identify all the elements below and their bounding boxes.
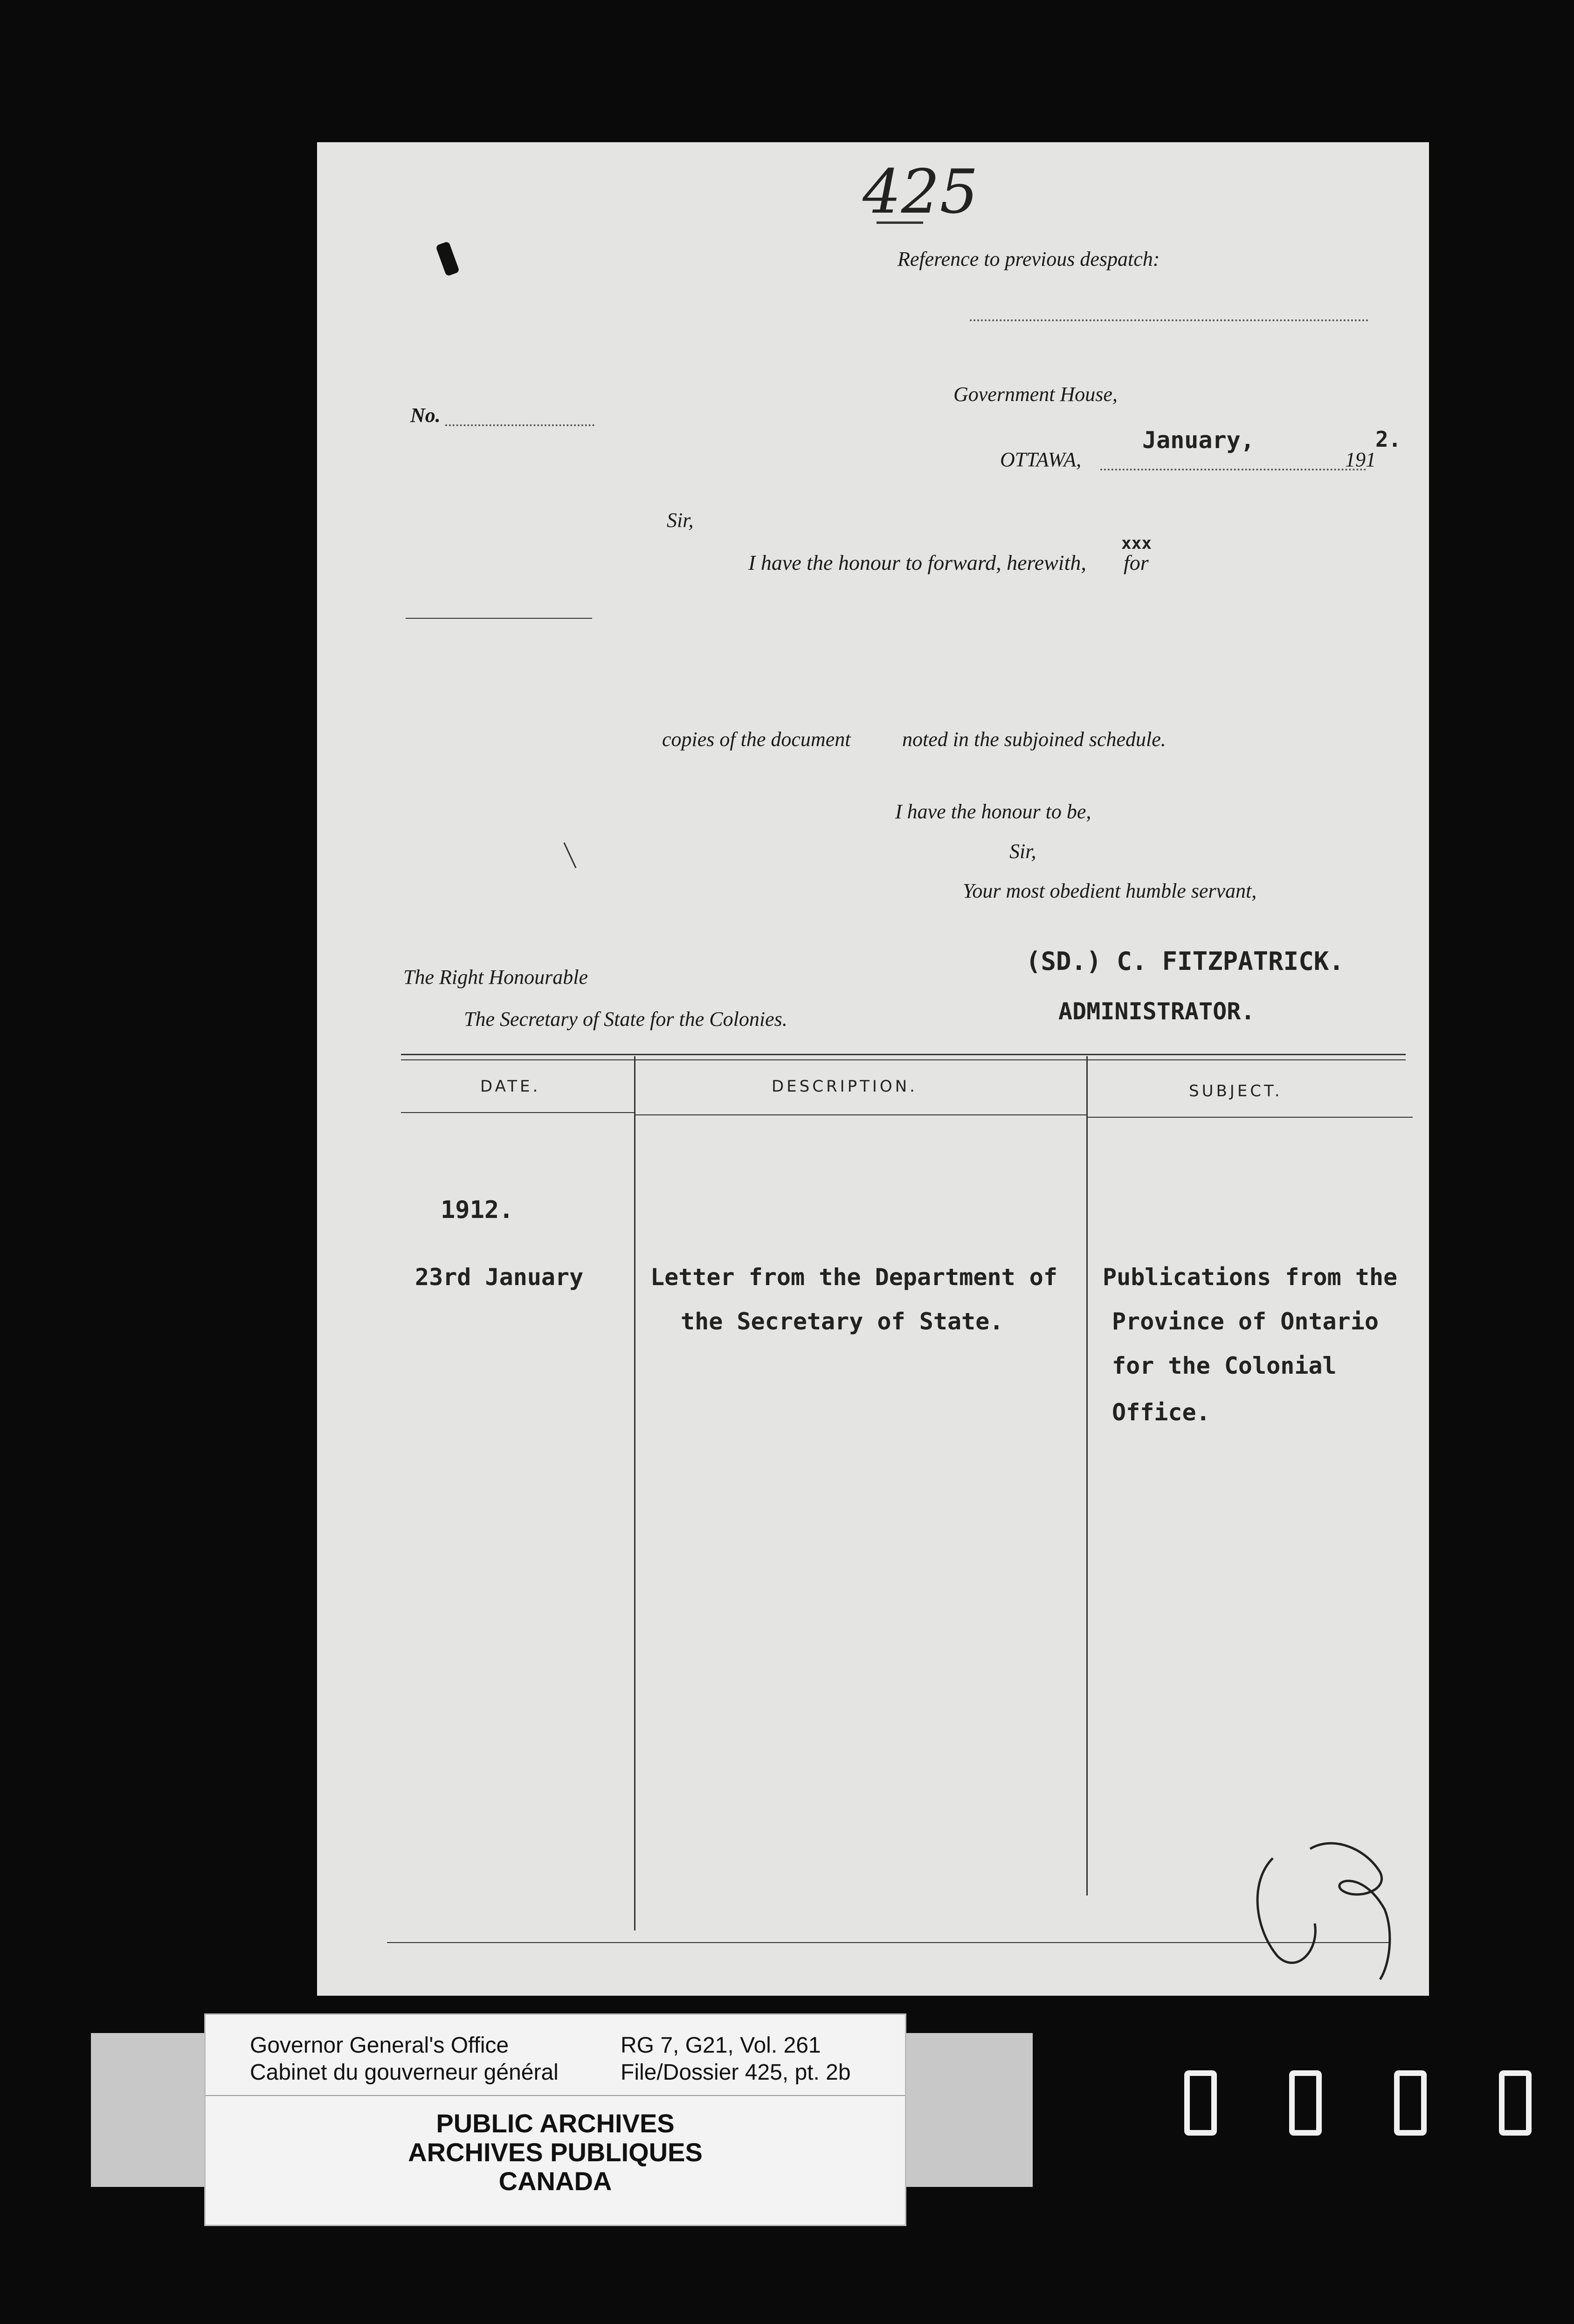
addressee-line-2: The Secretary of State for the Colonies. xyxy=(464,1008,787,1031)
reference-label: Reference to previous despatch: xyxy=(897,248,1160,270)
frame-counter xyxy=(1175,2070,1548,2164)
label-office-en: Governor General's Office xyxy=(250,2033,509,2058)
frame-digit-1 xyxy=(1184,2070,1217,2136)
addressee-line-1: The Right Honourable xyxy=(403,966,588,989)
date-year-prefix: 191 xyxy=(1345,448,1376,471)
copies-text: copies of the document xyxy=(662,728,851,751)
signature-title: ADMINISTRATOR. xyxy=(1058,998,1255,1025)
date-dotted-line xyxy=(1100,469,1366,470)
forward-for: for xyxy=(1124,551,1149,574)
header-underline-1 xyxy=(401,1112,634,1113)
row-date: 23rd January xyxy=(415,1264,584,1291)
stamp-line-3: CANADA xyxy=(498,2166,612,2196)
frame-digit-3 xyxy=(1394,2070,1427,2136)
table-top-rule-2 xyxy=(401,1059,1406,1060)
frame-digit-2 xyxy=(1289,2070,1322,2136)
label-reference: RG 7, G21, Vol. 261 xyxy=(621,2033,821,2058)
place-city: OTTAWA, xyxy=(1000,448,1082,471)
label-office-fr: Cabinet du gouverneur général xyxy=(250,2060,559,2085)
document-page xyxy=(317,142,1429,1996)
closing-line-3: Your most obedient humble servant, xyxy=(963,879,1257,902)
frame-digit-4 xyxy=(1499,2070,1532,2136)
date-month: January, xyxy=(1142,427,1255,454)
handwritten-initials xyxy=(1240,1840,1408,1984)
schedule-year: 1912. xyxy=(441,1196,514,1224)
small-pen-mark xyxy=(563,838,585,868)
header-underline-3 xyxy=(1086,1117,1413,1118)
row-subject-line-2: Province of Ontario xyxy=(1112,1308,1379,1335)
place-line: Government House, xyxy=(953,383,1118,406)
signature-line: (SD.) C. FITZPATRICK. xyxy=(1026,947,1344,976)
forward-text: I have the honour to forward, herewith, xyxy=(748,551,1086,574)
stamp-line-2: ARCHIVES PUBLIQUES xyxy=(408,2137,703,2167)
reference-dotted-line xyxy=(970,319,1368,321)
forward-xxx: xxx xyxy=(1121,534,1152,553)
label-divider xyxy=(206,2095,905,2096)
closing-line-2: Sir, xyxy=(1009,840,1036,863)
stamp-line-1: PUBLIC ARCHIVES xyxy=(436,2109,675,2138)
salutation: Sir, xyxy=(667,509,694,532)
handwritten-underline xyxy=(877,221,923,224)
no-label: No. xyxy=(410,404,441,427)
closing-line-1: I have the honour to be, xyxy=(895,800,1091,823)
no-dotted-line xyxy=(445,424,594,426)
handwritten-file-number: 425 xyxy=(863,156,979,227)
row-subject-line-4: Office. xyxy=(1112,1399,1210,1426)
left-blank-line xyxy=(406,618,592,619)
punch-mark xyxy=(435,241,460,277)
header-description: DESCRIPTION. xyxy=(772,1077,918,1096)
table-divider-2 xyxy=(1086,1056,1088,1895)
header-underline-2 xyxy=(634,1114,1086,1115)
row-subject-line-3: for the Colonial xyxy=(1112,1352,1337,1379)
noted-text: noted in the subjoined schedule. xyxy=(902,728,1166,751)
date-year-suffix: 2. xyxy=(1375,427,1401,452)
table-bottom-rule xyxy=(387,1942,1389,1943)
row-description-line-2: the Secretary of State. xyxy=(681,1308,1004,1335)
archive-label xyxy=(204,2013,906,2226)
row-description-line-1: Letter from the Department of xyxy=(650,1264,1057,1291)
header-date: DATE. xyxy=(480,1077,541,1096)
table-top-rule xyxy=(401,1054,1406,1055)
header-subject: SUBJECT. xyxy=(1189,1082,1283,1100)
label-file: File/Dossier 425, pt. 2b xyxy=(621,2060,851,2085)
table-divider-1 xyxy=(634,1056,635,1930)
row-subject-line-1: Publications from the xyxy=(1103,1264,1398,1291)
